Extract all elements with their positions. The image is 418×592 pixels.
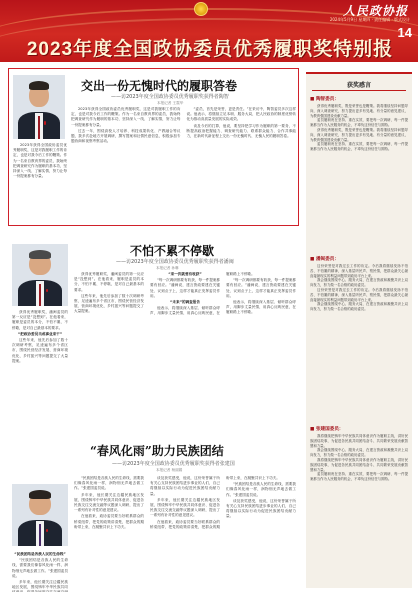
article-subline: ——访2023年度全国政协委员优秀履职奖获得者陶智 xyxy=(111,94,229,100)
sidebar-section xyxy=(310,256,408,404)
article-byline: 本报记者 杨丽娟 xyxy=(156,468,183,472)
paragraph: “民族团结是各族人民的生命线，需要我们像春风化雨一样，润物细无声地去做工作。”张建国委员说。 xyxy=(12,558,68,578)
portrait-photo xyxy=(12,244,68,306)
article-headline: “春风化雨”助力民族团结 xyxy=(90,444,224,458)
article-subhead: “民族团结是各族人民的生命线” xyxy=(14,552,66,556)
article-subhead: “未来”的调查报告 xyxy=(170,300,200,305)
paragraph: 这些年来，他先后参加了数十次调研考察，足迹遍布多个省区市，围绕民营经济发展、营商环境优化、乡村振兴等问题提交了大量提案。 xyxy=(12,338,68,363)
paragraph: 这些年来，他先后参加了数十次调研考察，足迹遍布多个省区市，围绕民营经济发展、营商环境优化、乡村振兴等问题提交了大量提案。 xyxy=(74,293,144,314)
article-lead-column xyxy=(12,552,68,592)
paragraph: 我将继续把铸牢中华民族共同体意识作为履职主线，讲好民族团结故事，为促进各民族共同团结奋斗、共同繁荣发展贡献智慧和力量。 xyxy=(310,457,408,472)
paragraph: 委员履职贵在坚持、重在实效，要把每一次调研、每一件提案都当作为人民服务的机会，不辜负这份信任与期待。 xyxy=(310,118,408,128)
cppcc-emblem-icon xyxy=(194,2,208,16)
article-byline: 本报记者 王震华 xyxy=(157,101,184,105)
article-headline: 交出一份无愧时代的履职答卷 xyxy=(81,79,238,93)
article-tao-zhi[interactable] xyxy=(8,68,299,226)
paragraph: 获得优秀履职奖，既是荣誉也是鞭策。我将继续坚持问题导向，深入调查研究，努力提出更多有见地、有分量的意见建议，为教育强国建设贡献力量。 xyxy=(310,104,408,118)
paragraph: 我会继续围绕中心、服务大局，在建言资政和凝聚共识上双向发力，努力做一名合格的政协委员。 xyxy=(310,302,408,312)
paragraph: 这份荣誉是对我过去工作的肯定。今后我将继续发扬不怕苦、不怕累的精神，深入基层听民声、察民情，把群众最关心最直接最现实的利益问题带到政协平台上来。 xyxy=(310,287,408,302)
paragraph: 我将继续把铸牢中华民族共同体意识作为履职主线，讲好民族团结故事，为促进各民族共同团结奋斗、共同繁荣发展贡献智慧和力量。 xyxy=(310,434,408,448)
paragraph: 在他看来，政协委员要当好联系群众的桥梁纽带，把党的政策讲清楚，把群众的期盼带上来，在凝聚共识上下功夫。 xyxy=(150,476,280,529)
paragraph: 谈及今后的打算，他说，要坚持把学习作为履职的第一要务，不断提高政治把握能力、调查研究能力、联系群众能力、合作共事能力，在新时代新征程上交出一份无愧时代、无愧人民的履职答卷。 xyxy=(186,123,296,139)
masthead-meta: 2024年5月9日 星期四 · 责任编辑 · 版式设计 xyxy=(329,17,410,22)
article-subline: ——访2023年度全国政协委员优秀履职奖获得者潘闽 xyxy=(116,259,234,265)
special-report-banner xyxy=(0,0,418,62)
paragraph: 过去一年，围绕高校人才培养、科技成果转化、产教融合等议题，我多次赴地方开展调研，撰写提案和社情民意信息，积极参加专题协商和视察考察活动。 xyxy=(71,128,181,144)
article-body xyxy=(71,107,296,223)
paragraph: 委员履职贵在坚持、重在实效，要把每一次调研、每一件提案都当作为人民服务的机会，不辜负这份信任与期待。 xyxy=(310,142,408,152)
paragraph: 谈及获奖感受，他说，这份荣誉属于所有关心支持民族团结进步事业的人们，自己将继续以实际行动为促进民族团结贡献力量。 xyxy=(150,476,220,496)
sidebar-divider xyxy=(312,90,406,91)
paragraph: 多年来，他长期关注边疆民族地区发展，围绕铸牢中华民族共同体意识、促进各民族交往交流交融等议题深入调研，提出了一系列有针对性的意见建议。 xyxy=(74,492,144,513)
sidebar-section xyxy=(310,426,408,586)
paragraph: 多年来，他长期关注边疆民族地区发展，围绕铸牢中华民族共同体意识、促进各民族交往交流交融等议题深入调研，提出了一系列有针对性的意见建议。 xyxy=(150,497,220,518)
paragraph: 获得优秀履职奖，既是荣誉也是鞭策。我将继续坚持问题导向，深入调查研究，努力提出更多有见地、有分量的意见建议，为教育强国建设贡献力量。 xyxy=(310,127,408,142)
article-zhang-jianguo[interactable] xyxy=(8,434,299,592)
paragraph: “委员，首先是荣誉，更是责任。”在采访中，陶智委员多次这样说。他表示，将继续立足本职、服务大局，把人民政协的制度优势转化为推动高质量发展的实际成效。 xyxy=(186,107,296,122)
paragraph: 2023年获得全国政协委员优秀履职奖，这是对我履职工作的肯定，也是对我今后工作的鞭策。作为一名来自教育界的委员，我始终把调查研究作为履职的基本功，坚持深入一线、了解实情，努力让每一份提案都有分量。 xyxy=(13,143,67,179)
sidebar-section-label: ■ 潘闽委员： xyxy=(310,256,408,262)
paragraph: 他表示，将继续深入基层、倾听群众呼声，用脚步丈量民情，用真心反映民意，在履职路上不停歇。 xyxy=(226,300,296,315)
paragraph: 谈及获奖感受，他说，这份荣誉属于所有关心支持民族团结进步事业的人们，自己将继续以实际行动为促进民族团结贡献力量。 xyxy=(226,498,296,519)
paragraph: “民族团结是各族人民的生命线，需要我们像春风化雨一样，润物细无声地去做工作。”张建国委员说。 xyxy=(226,482,296,497)
article-subhead: “把政协委员当成事业来干” xyxy=(17,331,63,336)
portrait-photo xyxy=(13,75,65,139)
paragraph: 在他看来，政协委员要当好联系群众的桥梁纽带，把党的政策讲清楚，把群众的期盼带上来，在凝聚共识上下功夫。 xyxy=(74,514,144,529)
sidebar-section-text xyxy=(310,264,408,404)
sidebar-award-remarks xyxy=(306,72,412,588)
paragraph: 委员履职贵在坚持、重在实效，要把每一次调研、每一件提案都当作为人民服务的机会，不辜负这份信任与期待。 xyxy=(310,472,408,482)
page-number: 14 xyxy=(397,25,412,40)
article-subline: ——访2023年度全国政协委员优秀履职奖获得者张建国 xyxy=(112,461,235,467)
paragraph: 我会继续围绕中心、服务大局，在建言资政和凝聚共识上双向发力，努力做一名合格的政协委员。 xyxy=(310,448,408,458)
article-subhead: “来一次就要有收获” xyxy=(168,272,202,276)
paragraph: 获得优秀履职奖，潘闽委员的第一反应是“没想到”。在他看来，履职是委员的本分，不怕不累、不停歇，是对自己最基本的要求。 xyxy=(74,272,144,292)
paragraph: 这份荣誉是对我过去工作的肯定。今后我将继续发扬不怕苦、不怕累的精神，深入基层听民声、察民情，把群众最关心最直接最现实的利益问题带到政协平台上来。 xyxy=(310,264,408,278)
article-byline: 本报记者 孙琳 xyxy=(156,266,179,270)
portrait-photo xyxy=(12,484,68,546)
paragraph: “每一次调研都要有收获，每一件提案都要有回应。”潘闽说，建言资政要建在关键处、议到点子上，这样才能真正发挥委员作用。 xyxy=(226,278,296,298)
article-pan-min[interactable] xyxy=(8,236,299,424)
sidebar-section-label: ■ 陶智委员： xyxy=(310,96,408,102)
article-headline: 不怕不累不停歇 xyxy=(130,244,215,258)
sidebar-heading: 获奖感言 xyxy=(346,82,371,89)
sidebar-section-text xyxy=(310,104,408,234)
paragraph: “民族团结是各族人民的生命线，需要我们像春风化雨一样，润物细无声地去做工作。”张建国委员说。 xyxy=(74,476,144,491)
paragraph: 多年来，他长期关注边疆民族地区发展，围绕铸牢中华民族共同 xyxy=(12,580,68,590)
article-lead-column xyxy=(13,143,67,223)
sidebar-section-label: ■ 张建国委员： xyxy=(310,426,408,432)
article-body xyxy=(74,476,296,592)
article-lead-column xyxy=(12,310,68,420)
sidebar-section-text xyxy=(310,434,408,586)
paragraph: 2023年获得全国政协委员优秀履职奖，这是对我履职工作的肯定，也是对我今后工作的鞭策。作为一名来自教育界的委员，我始终把调查研究作为履职的基本功，坚持深入一线、了解实情，努力让每一份提案都有分量。 xyxy=(71,107,181,127)
banner-title: 2023年度全国政协委员优秀履职奖特别报 xyxy=(26,39,394,60)
newspaper-logo: 人民政协报 xyxy=(342,4,408,18)
paragraph: 他表示，将继续深入基层、倾听群众呼声，用脚步丈量民情，用真心反映民意，在履职路上不停歇。 xyxy=(150,272,255,316)
paragraph: 我会继续围绕中心、服务大局，在建言资政和凝聚共识上双向发力，努力做一名合格的政协委员。 xyxy=(310,278,408,288)
article-body xyxy=(74,272,296,422)
paragraph: “每一次调研都要有收获，每一件提案都要有回应。”潘闽说，建言资政要建在关键处、议到点子上，这样才能真正发挥委员作用。 xyxy=(150,278,220,298)
sidebar-section xyxy=(310,96,408,234)
paragraph: 获得优秀履职奖，潘闽委员的第一反应是“没想到”。在他看来，履职是委员的本分，不怕不累、不停歇，是对自己最基本的要求。 xyxy=(12,310,68,330)
